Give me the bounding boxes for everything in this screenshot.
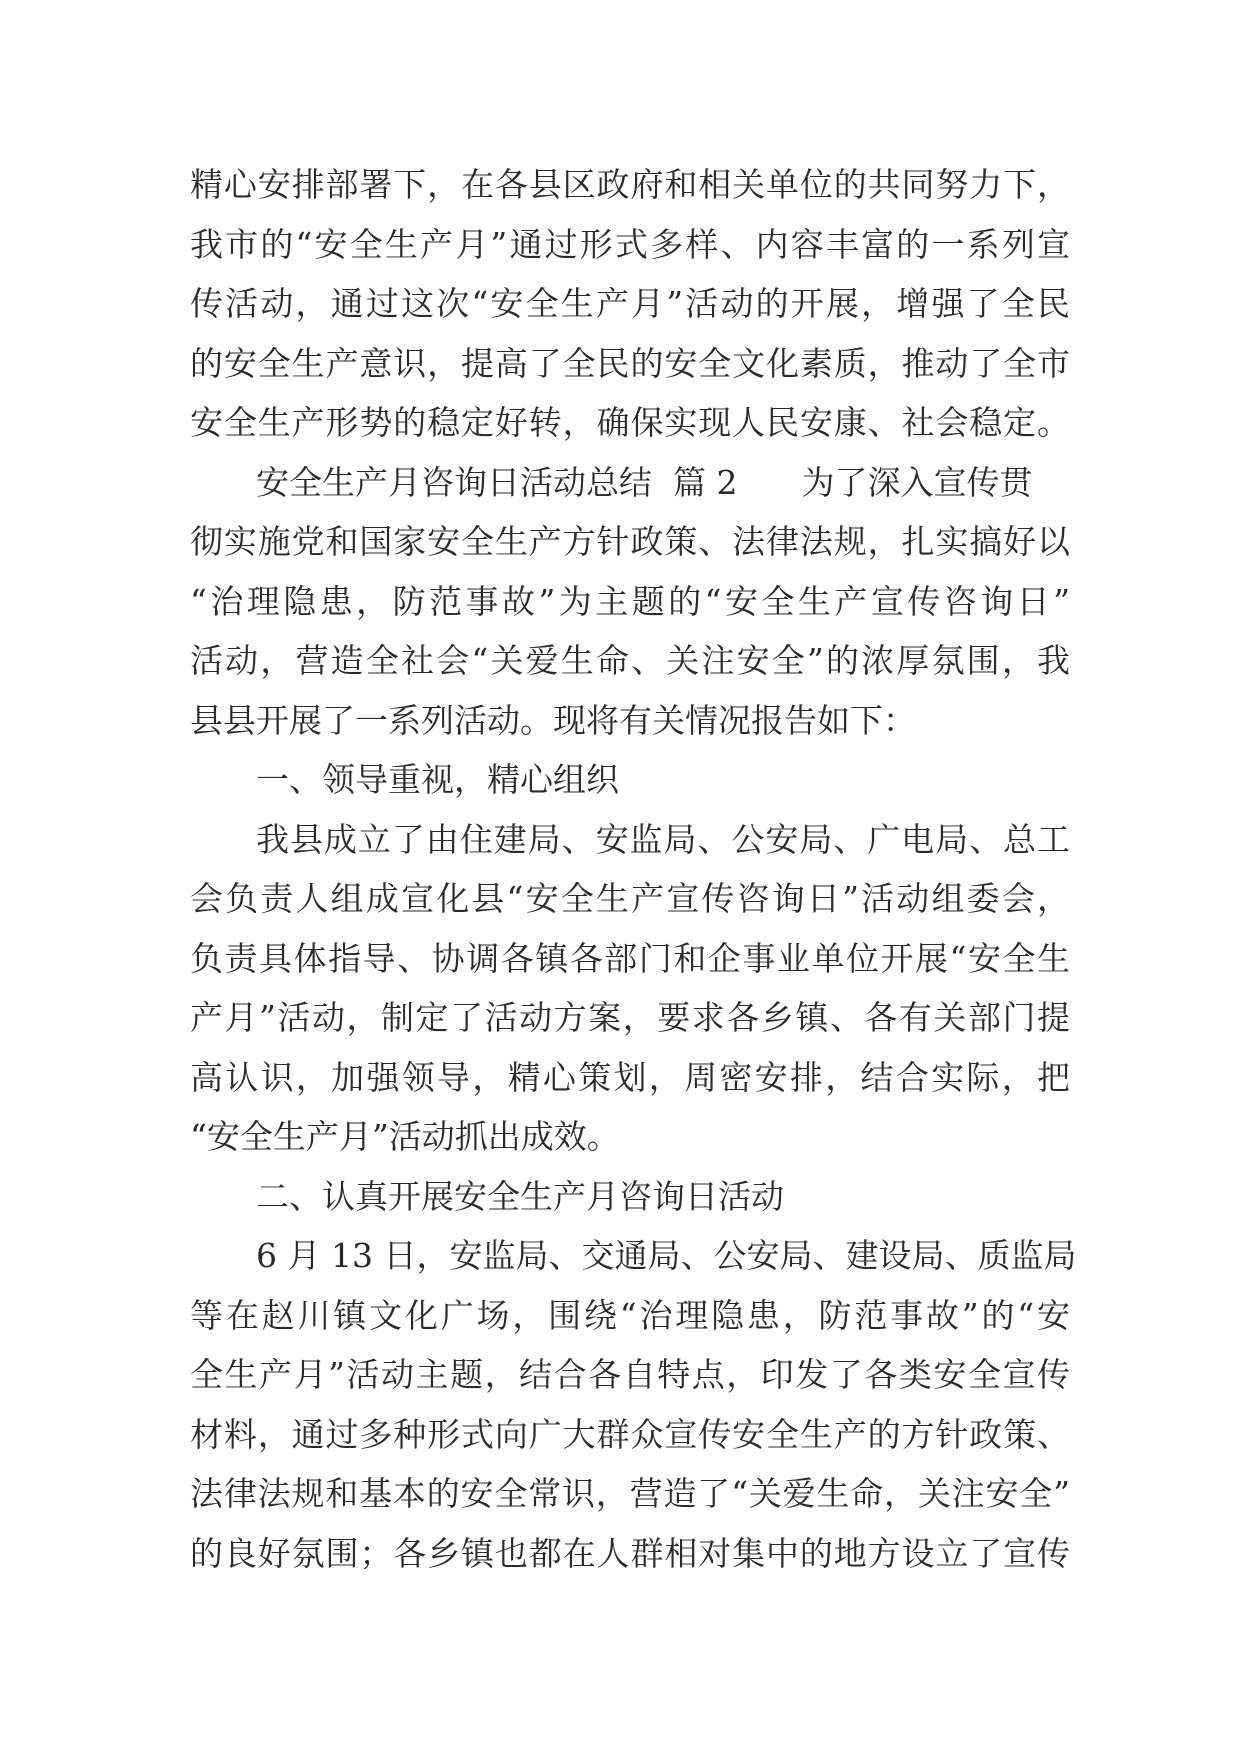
text-line: 会负责人组成宣化县“安全生产宣传咨询日”活动组委会，: [190, 879, 1070, 918]
text-line: 产月”活动，制定了活动方案，要求各乡镇、各有关部门提: [190, 998, 1070, 1037]
text-segment: 为了深入宣传贯: [801, 462, 1033, 502]
text-line: 全生产月”活动主题，结合各自特点，印发了各类安全宣传: [190, 1355, 1070, 1394]
section-heading: 一、领导重视，精心组织: [256, 760, 619, 799]
text-line: 的良好氛围；各乡镇也都在人群相对集中的地方设立了宣传: [190, 1533, 1070, 1573]
text-line: 负责具体指导、协调各镇各部门和企事业单位开展“安全生: [190, 938, 1070, 978]
text-line: 法律法规和基本的安全常识，营造了“关爱生命，关注安全”: [190, 1474, 1070, 1513]
text-line: 6 月 13 日，安监局、交通局、公安局、建设局、质监局: [256, 1236, 1077, 1275]
text-line: 彻实施党和国家安全生产方针政策、法律法规，扎实搞好以: [190, 522, 1070, 561]
text-line: 的安全生产意识，提高了全民的安全文化素质，推动了全市: [190, 343, 1070, 383]
text-line: 我县成立了由住建局、安监局、公安局、广电局、总工: [256, 819, 1070, 859]
text-line: 传活动，通过这次“安全生产月”活动的开展，增强了全民: [190, 284, 1070, 323]
text-line: “安全生产月”活动抓出成效。: [190, 1117, 620, 1156]
section-heading: 二、认真开展安全生产月咨询日活动: [256, 1176, 784, 1216]
text-line: 精心安排部署下，在各县区政府和相关单位的共同努力下，: [190, 165, 1070, 204]
document-body: [190, 155, 1077, 1583]
text-line: 活动，营造全社会“关爱生命、关注安全”的浓厚氛围，我: [190, 641, 1070, 680]
text-line: 材料，通过多种形式向广大群众宣传安全生产的方针政策、: [190, 1414, 1070, 1454]
text-line: 安全生产形势的稳定好转，确保实现人民安康、社会稳定。: [190, 403, 1070, 442]
text-line: “治理隐患，防范事故”为主题的“安全生产宣传咨询日”: [190, 581, 1070, 621]
section-title: 安全生产月咨询日活动总结 篇 2: [256, 462, 738, 502]
section-title-line: [190, 453, 1070, 513]
text-line: 我市的“安全生产月”通过形式多样、内容丰富的一系列宣: [190, 224, 1070, 264]
text-line: 等在赵川镇文化广场，围绕“治理隐患，防范事故”的“安: [190, 1295, 1070, 1335]
text-line: 高认识，加强领导，精心策划，周密安排，结合实际，把: [190, 1057, 1070, 1097]
text-line: 县县开展了一系列活动。现将有关情况报告如下：: [190, 700, 916, 740]
